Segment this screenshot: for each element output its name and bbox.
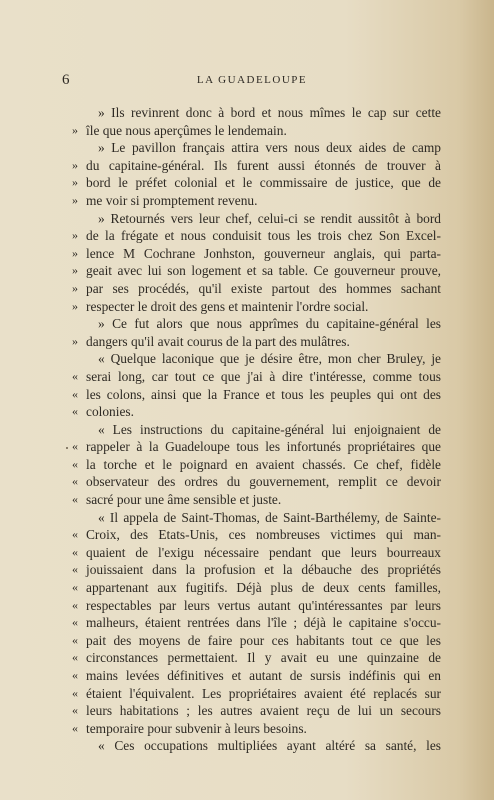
line-text: leurs habitations ; les autres avaient reçu de lui un secours: [86, 703, 441, 719]
margin-quote-mark: «: [72, 597, 78, 612]
text-line: [0, 227, 494, 245]
margin-quote-mark: »: [72, 228, 78, 243]
text-line: [0, 526, 494, 544]
page-number: 6: [62, 72, 70, 88]
line-text: dangers qu'il avait courus de la part des mulâtres.: [86, 333, 350, 349]
line-text: bord le préfet colonial et le commissaire de justice, que de: [86, 175, 441, 191]
line-text: du capitaine-général. Ils furent aussi étonnés de trouver à: [86, 157, 441, 173]
line-text: » Retournés vers leur chef, celui-ci se rendit aussitôt à bord: [98, 210, 441, 226]
text-line: [0, 315, 494, 333]
text-line: [0, 157, 494, 175]
line-text: quaient de l'exigu nécessaire pendant que leurs bourreaux: [86, 544, 441, 560]
line-text: « Les instructions du capitaine-général lui enjoignaient de: [98, 421, 441, 437]
line-text: me voir si promptement revenu.: [86, 192, 258, 208]
margin-quote-mark: »: [72, 280, 78, 295]
margin-quote-mark: «: [72, 492, 78, 507]
margin-quote-mark: «: [72, 404, 78, 419]
margin-quote-mark: »: [72, 122, 78, 137]
line-text: lence M Cochrane Jonhston, gouverneur anglais, qui parta-: [86, 245, 441, 261]
margin-quote-mark: «: [72, 527, 78, 542]
margin-quote-mark: »: [72, 245, 78, 260]
line-text: les colons, ainsi que la France et tous les peuples qui ont des: [86, 386, 441, 402]
running-title: LA GUADELOUPE: [196, 74, 308, 86]
text-line: [0, 720, 494, 738]
margin-quote-mark: «: [72, 456, 78, 471]
text-line: [0, 632, 494, 650]
text-line: [0, 174, 494, 192]
text-line: [0, 368, 494, 386]
margin-quote-mark: »: [72, 175, 78, 190]
line-text: » Le pavillon français attira vers nous deux aides de camp: [98, 140, 441, 156]
margin-quote-mark: «: [72, 580, 78, 595]
margin-quote-mark: «: [72, 439, 78, 454]
text-line: [0, 122, 494, 140]
margin-quote-mark: «: [72, 562, 78, 577]
body-text: [0, 104, 494, 755]
line-text: respectables par leurs vertus autant qu'intéressantes par leurs: [86, 597, 441, 613]
text-line: [0, 509, 494, 527]
text-line: [0, 139, 494, 157]
text-line: [0, 403, 494, 421]
line-text: jouissaient dans la profusion et la débauche des propriétés: [86, 562, 441, 578]
text-line: [0, 579, 494, 597]
text-line: [0, 685, 494, 703]
line-text: temporaire pour subvenir à leurs besoins.: [86, 720, 307, 736]
line-text: respecter le droit des gens et maintenir l'ordre social.: [86, 298, 369, 314]
margin-quote-mark: «: [72, 703, 78, 718]
text-line: [0, 438, 494, 456]
margin-quote-mark: «: [72, 368, 78, 383]
line-text: appartenant aux fugitifs. Déjà plus de deux cents familles,: [86, 580, 441, 596]
text-line: [0, 667, 494, 685]
text-line: [0, 192, 494, 210]
margin-quote-mark: «: [72, 386, 78, 401]
line-text: rappeler à la Guadeloupe tous les infortunés propriétaires que: [86, 439, 441, 455]
text-line: [0, 737, 494, 755]
line-text: « Il appela de Saint-Thomas, de Saint-Barthélemy, de Sainte-: [98, 509, 441, 525]
line-text: par ses procédés, qu'il existe partout des hommes sachant: [86, 280, 441, 296]
line-text: de la frégate et nous conduisit tous les trois chez Son Excel-: [86, 228, 441, 244]
margin-quote-mark: »: [72, 333, 78, 348]
text-line: [0, 386, 494, 404]
margin-quote-mark: «: [72, 650, 78, 665]
margin-quote-mark: «: [72, 720, 78, 735]
ink-speck: [66, 447, 68, 449]
text-line: [0, 649, 494, 667]
line-text: la torche et le poignard en avaient chassés. Ce chef, fidèle: [86, 456, 441, 472]
line-text: malheurs, étaient rentrées dans l'île ; déjà le capitaine s'occu-: [86, 615, 441, 631]
margin-quote-mark: «: [72, 544, 78, 559]
line-text: colonies.: [86, 404, 134, 420]
margin-quote-mark: «: [72, 668, 78, 682]
line-text: pait des moyens de faire pour ces habitants tout ce que les: [86, 632, 441, 648]
margin-quote-mark: «: [72, 474, 78, 489]
line-text: circonstances permettaient. Il y avait eu une quinzaine de: [86, 650, 441, 666]
line-text: étaient l'équivalent. Les propriétaires avaient été replacés sur: [86, 685, 441, 701]
page-header: [62, 72, 442, 90]
line-text: sacré pour une âme sensible et juste.: [86, 492, 282, 508]
line-text: » Ce fut alors que nous apprîmes du capitaine-général les: [98, 316, 441, 332]
line-text: geait avec lui son logement et sa table. Ce gouverneur prouve,: [86, 263, 441, 279]
line-text: » Ils revinrent donc à bord et nous mîmes le cap sur cette: [98, 105, 441, 120]
margin-quote-mark: »: [72, 157, 78, 172]
line-text: serai long, car tout ce que j'ai à dire t'intéresse, comme tous: [86, 368, 441, 384]
text-line: [0, 614, 494, 632]
text-line: [0, 210, 494, 228]
line-text: mains levées définitives et autant de sursis indéfinis qui en: [86, 668, 441, 683]
text-line: [0, 104, 494, 122]
margin-quote-mark: »: [72, 298, 78, 313]
text-line: [0, 350, 494, 368]
text-line: [0, 262, 494, 280]
margin-quote-mark: «: [72, 632, 78, 647]
text-line: [0, 333, 494, 351]
margin-quote-mark: »: [72, 192, 78, 207]
text-line: [0, 491, 494, 509]
line-text: île que nous aperçûmes le lendemain.: [86, 122, 287, 138]
text-line: [0, 421, 494, 439]
text-line: [0, 473, 494, 491]
line-text: Croix, des Etats-Unis, ces nombreuses victimes qui man-: [86, 527, 441, 543]
text-line: [0, 597, 494, 615]
text-line: [0, 280, 494, 298]
line-text: observateur des ordres du gouvernement, remplit ce devoir: [86, 474, 441, 490]
margin-quote-mark: »: [72, 263, 78, 278]
text-line: [0, 298, 494, 316]
line-text: « Quelque laconique que je désire être, mon cher Bruley, je: [98, 351, 441, 367]
text-line: [0, 245, 494, 263]
margin-quote-mark: «: [72, 615, 78, 630]
text-line: [0, 456, 494, 474]
margin-quote-mark: «: [72, 685, 78, 700]
line-text: « Ces occupations multipliées ayant altéré sa santé, les: [98, 738, 441, 754]
text-line: [0, 544, 494, 562]
text-line: [0, 561, 494, 579]
text-line: [0, 702, 494, 720]
